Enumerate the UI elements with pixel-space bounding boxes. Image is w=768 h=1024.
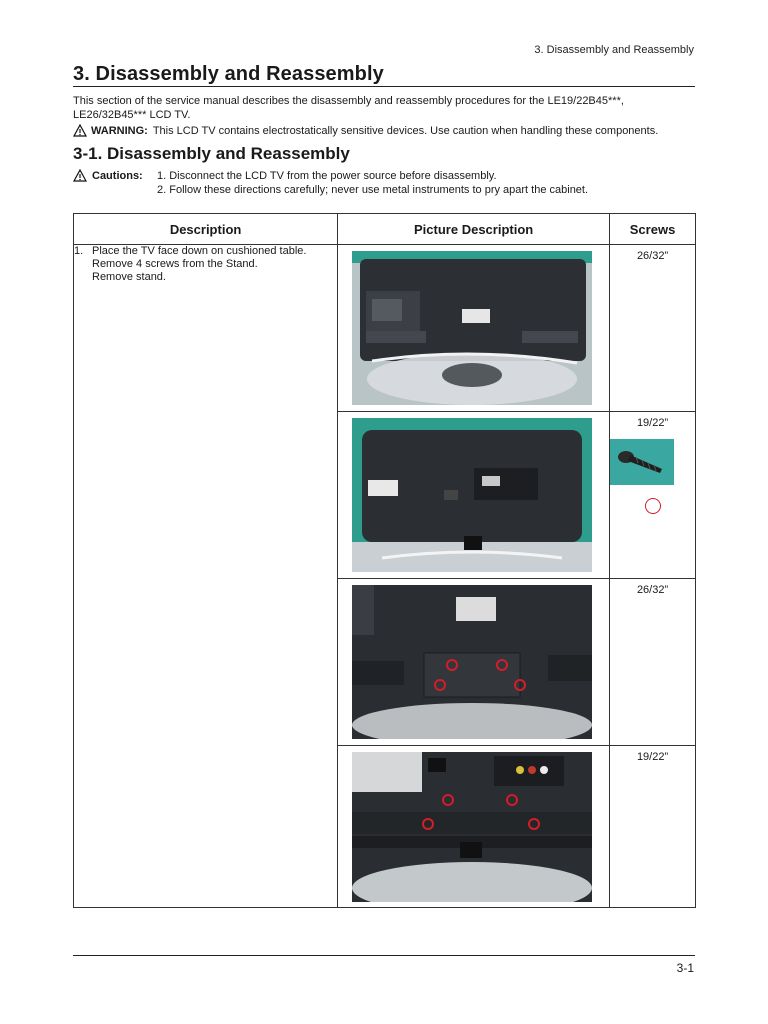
screw-icon bbox=[610, 439, 674, 485]
stand-screws-marked-photo bbox=[352, 585, 592, 739]
screw-size: 19/22” bbox=[636, 417, 669, 429]
screw-size: 26/32” bbox=[636, 584, 669, 596]
caution-item: 1. Disconnect the LCD TV from the power source before disassembly. bbox=[157, 170, 497, 182]
header-screws: Screws bbox=[610, 214, 696, 245]
caution-triangle-icon bbox=[73, 169, 87, 182]
step-line: Remove 4 screws from the Stand. bbox=[92, 258, 258, 270]
screw-size: 19/22” bbox=[636, 751, 669, 763]
warning-text: This LCD TV contains electrostatically sensitive devices. Use caution when handling these components. bbox=[152, 124, 659, 137]
picture-cell bbox=[338, 245, 610, 412]
page-number: 3-1 bbox=[676, 961, 694, 975]
picture-cell bbox=[338, 746, 610, 908]
subsection-title: 3-1. Disassembly and Reassembly bbox=[73, 144, 350, 163]
procedure-table bbox=[73, 213, 696, 908]
screw-marker-circle bbox=[645, 498, 661, 514]
running-header: 3. Disassembly and Reassembly bbox=[534, 44, 694, 56]
step-number: 1. bbox=[74, 245, 84, 257]
footer-rule bbox=[73, 955, 695, 956]
screw-size: 26/32” bbox=[636, 250, 669, 262]
title-rule bbox=[73, 86, 695, 87]
step-description-cell bbox=[74, 245, 338, 908]
cautions-block bbox=[73, 169, 588, 197]
screw-cell bbox=[610, 579, 696, 746]
step-line: Place the TV face down on cushioned table. bbox=[92, 245, 307, 257]
table-row bbox=[74, 245, 696, 412]
warning-label: WARNING: bbox=[91, 124, 148, 137]
screw-cell bbox=[610, 245, 696, 412]
tv-back-small-photo bbox=[352, 418, 592, 572]
section-title: 3. Disassembly and Reassembly bbox=[73, 63, 384, 85]
header-picture-description: Picture Description bbox=[338, 214, 610, 245]
screw-cell bbox=[610, 412, 696, 579]
warning-triangle-icon bbox=[73, 124, 87, 137]
table-header-row bbox=[74, 214, 696, 245]
stand-screws-marked-small-photo bbox=[352, 752, 592, 902]
warning-line bbox=[73, 124, 658, 137]
header-description: Description bbox=[74, 214, 338, 245]
cautions-label: Cautions: bbox=[92, 170, 143, 182]
picture-cell bbox=[338, 579, 610, 746]
step-line: Remove stand. bbox=[92, 271, 166, 283]
intro-paragraph: This section of the service manual describes the disassembly and reassembly procedures for the LE19/22B45***, LE26/32B45*** LCD TV. bbox=[73, 95, 624, 121]
screw-cell bbox=[610, 746, 696, 908]
caution-item: 2. Follow these directions carefully; never use metal instruments to pry apart the cabinet. bbox=[157, 184, 589, 196]
picture-cell bbox=[338, 412, 610, 579]
tv-back-with-stand-photo bbox=[352, 251, 592, 405]
